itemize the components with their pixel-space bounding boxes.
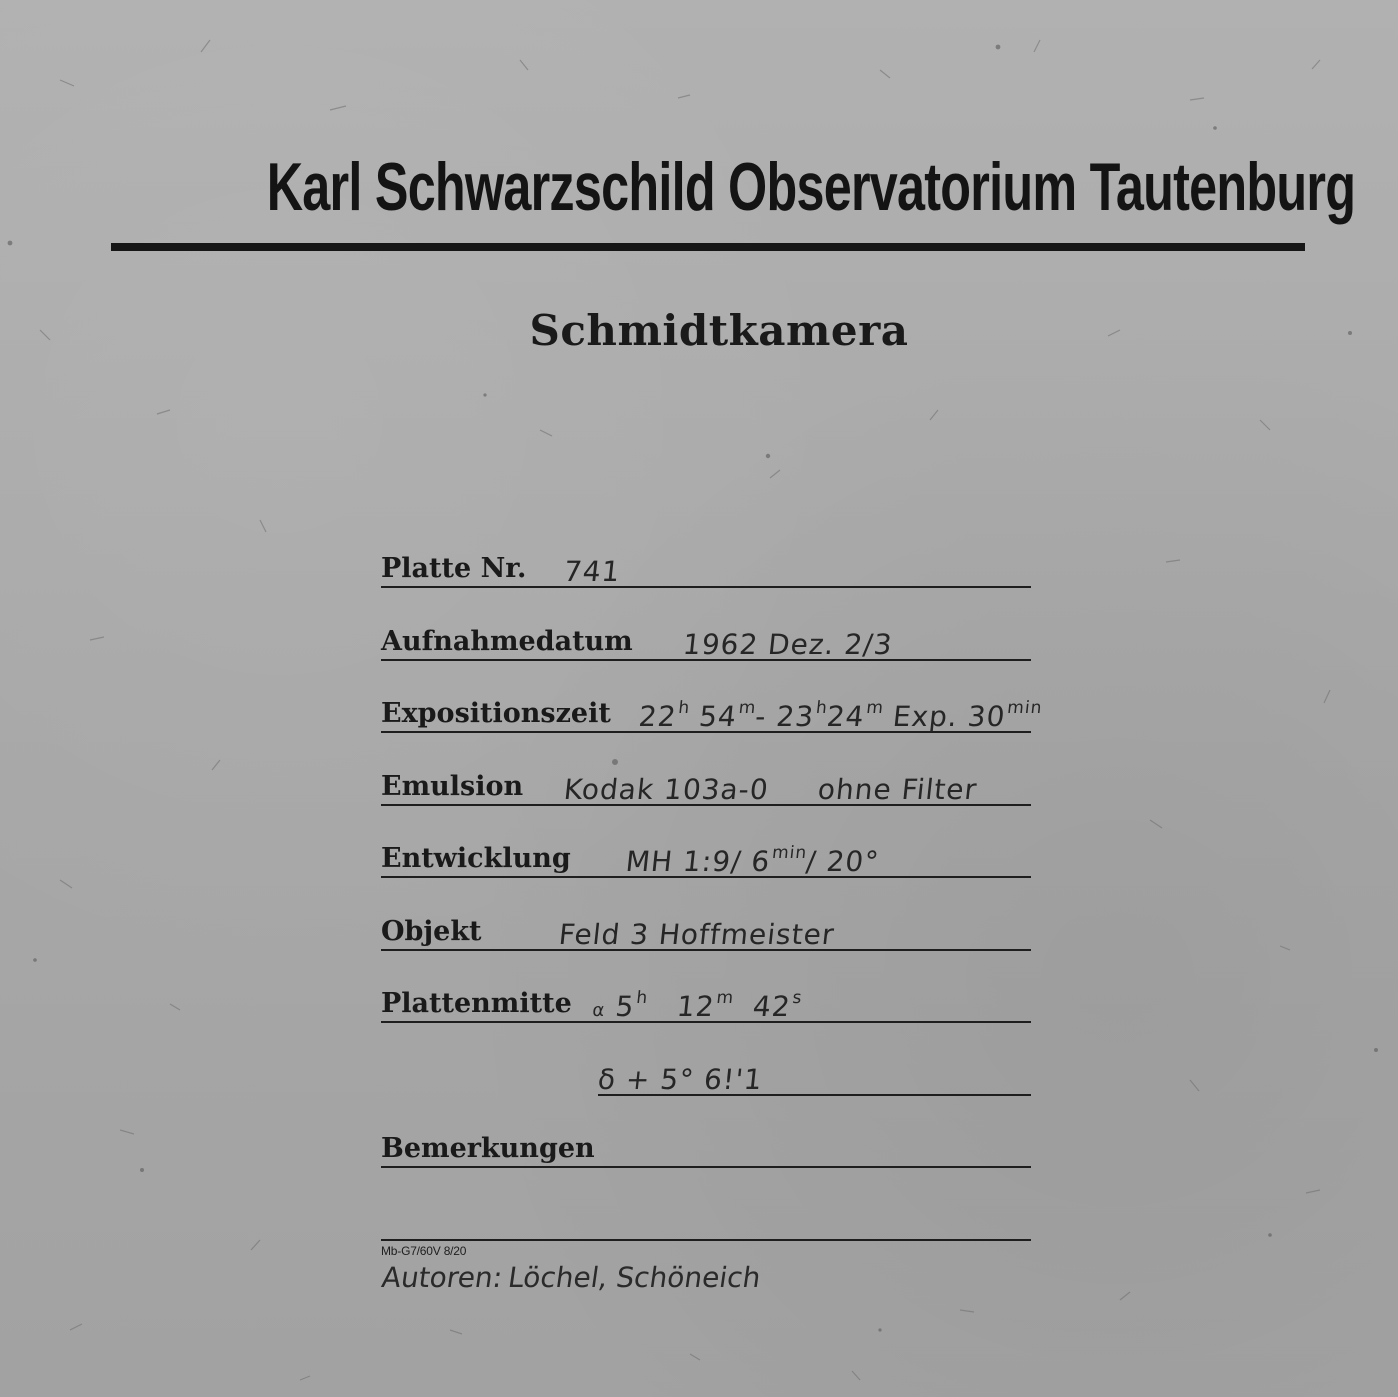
field-label: Objekt bbox=[381, 916, 482, 947]
second-unit: s bbox=[791, 988, 804, 1008]
field-label: Entwicklung bbox=[381, 843, 571, 874]
date-value: 1962 Dez. 2/3 bbox=[681, 628, 895, 661]
object-value: Feld 3 Hoffmeister bbox=[557, 918, 837, 951]
start-hour: 22 bbox=[637, 700, 679, 733]
hour-unit: h bbox=[814, 698, 829, 718]
duration-unit: min bbox=[1006, 698, 1044, 718]
field-aufnahmedatum bbox=[381, 609, 1031, 661]
ra-hours: 5 bbox=[613, 990, 637, 1023]
hour-unit: h bbox=[635, 988, 650, 1008]
field-plattenmitte bbox=[381, 971, 1031, 1023]
minute-unit: m bbox=[737, 698, 758, 718]
field-objekt bbox=[381, 899, 1031, 951]
filter-value: ohne Filter bbox=[816, 773, 979, 806]
development-ratio: MH 1:9/ 6 bbox=[624, 845, 772, 878]
ra-minutes: 12 bbox=[675, 990, 717, 1023]
minute-unit: m bbox=[715, 988, 736, 1008]
exposure-duration: Exp. 30 bbox=[891, 700, 1008, 733]
exposure-time-value bbox=[637, 698, 1043, 733]
ra-seconds: 42 bbox=[751, 990, 793, 1023]
field-entwicklung bbox=[381, 826, 1031, 878]
start-minute: 54 bbox=[697, 700, 739, 733]
plate-number-value: 741 bbox=[562, 555, 623, 588]
minute-unit: m bbox=[865, 698, 886, 718]
range-dash: - bbox=[753, 700, 769, 733]
development-temperature: / 20° bbox=[804, 845, 881, 878]
form-code: Mb-G7/60V 8/20 bbox=[381, 1244, 467, 1258]
end-hour: 23 bbox=[774, 700, 816, 733]
field-declination bbox=[598, 1044, 1031, 1096]
remarks-extra-line bbox=[381, 1189, 1031, 1241]
institute-title: Karl Schwarzschild Observatorium Tautenburg bbox=[266, 149, 1356, 225]
field-label: Emulsion bbox=[381, 771, 524, 802]
development-time-unit: min bbox=[771, 843, 809, 863]
field-label: Plattenmitte bbox=[381, 988, 572, 1019]
authors-note bbox=[380, 1261, 763, 1294]
hour-unit: h bbox=[677, 698, 692, 718]
emulsion-value: Kodak 103a-0 bbox=[562, 773, 771, 806]
field-expositionszeit bbox=[381, 681, 1044, 733]
camera-heading: Schmidtkamera bbox=[529, 306, 909, 355]
authors-names: Löchel, Schöneich bbox=[505, 1261, 763, 1294]
field-label: Bemerkungen bbox=[381, 1133, 595, 1164]
field-label: Platte Nr. bbox=[381, 553, 527, 584]
end-minute: 24 bbox=[825, 700, 867, 733]
declination-value: δ + 5° 6!'1 bbox=[596, 1063, 765, 1096]
field-bemerkungen bbox=[381, 1116, 1031, 1168]
right-ascension-value bbox=[591, 988, 803, 1023]
field-label: Aufnahmedatum bbox=[381, 626, 633, 657]
alpha-symbol: α bbox=[591, 1000, 607, 1021]
title-underline bbox=[111, 243, 1305, 251]
authors-label: Autoren: bbox=[379, 1261, 505, 1294]
field-label: Expositionszeit bbox=[381, 698, 611, 729]
field-platte-nr bbox=[381, 536, 1031, 588]
field-emulsion bbox=[381, 754, 1031, 806]
development-value bbox=[624, 843, 881, 878]
